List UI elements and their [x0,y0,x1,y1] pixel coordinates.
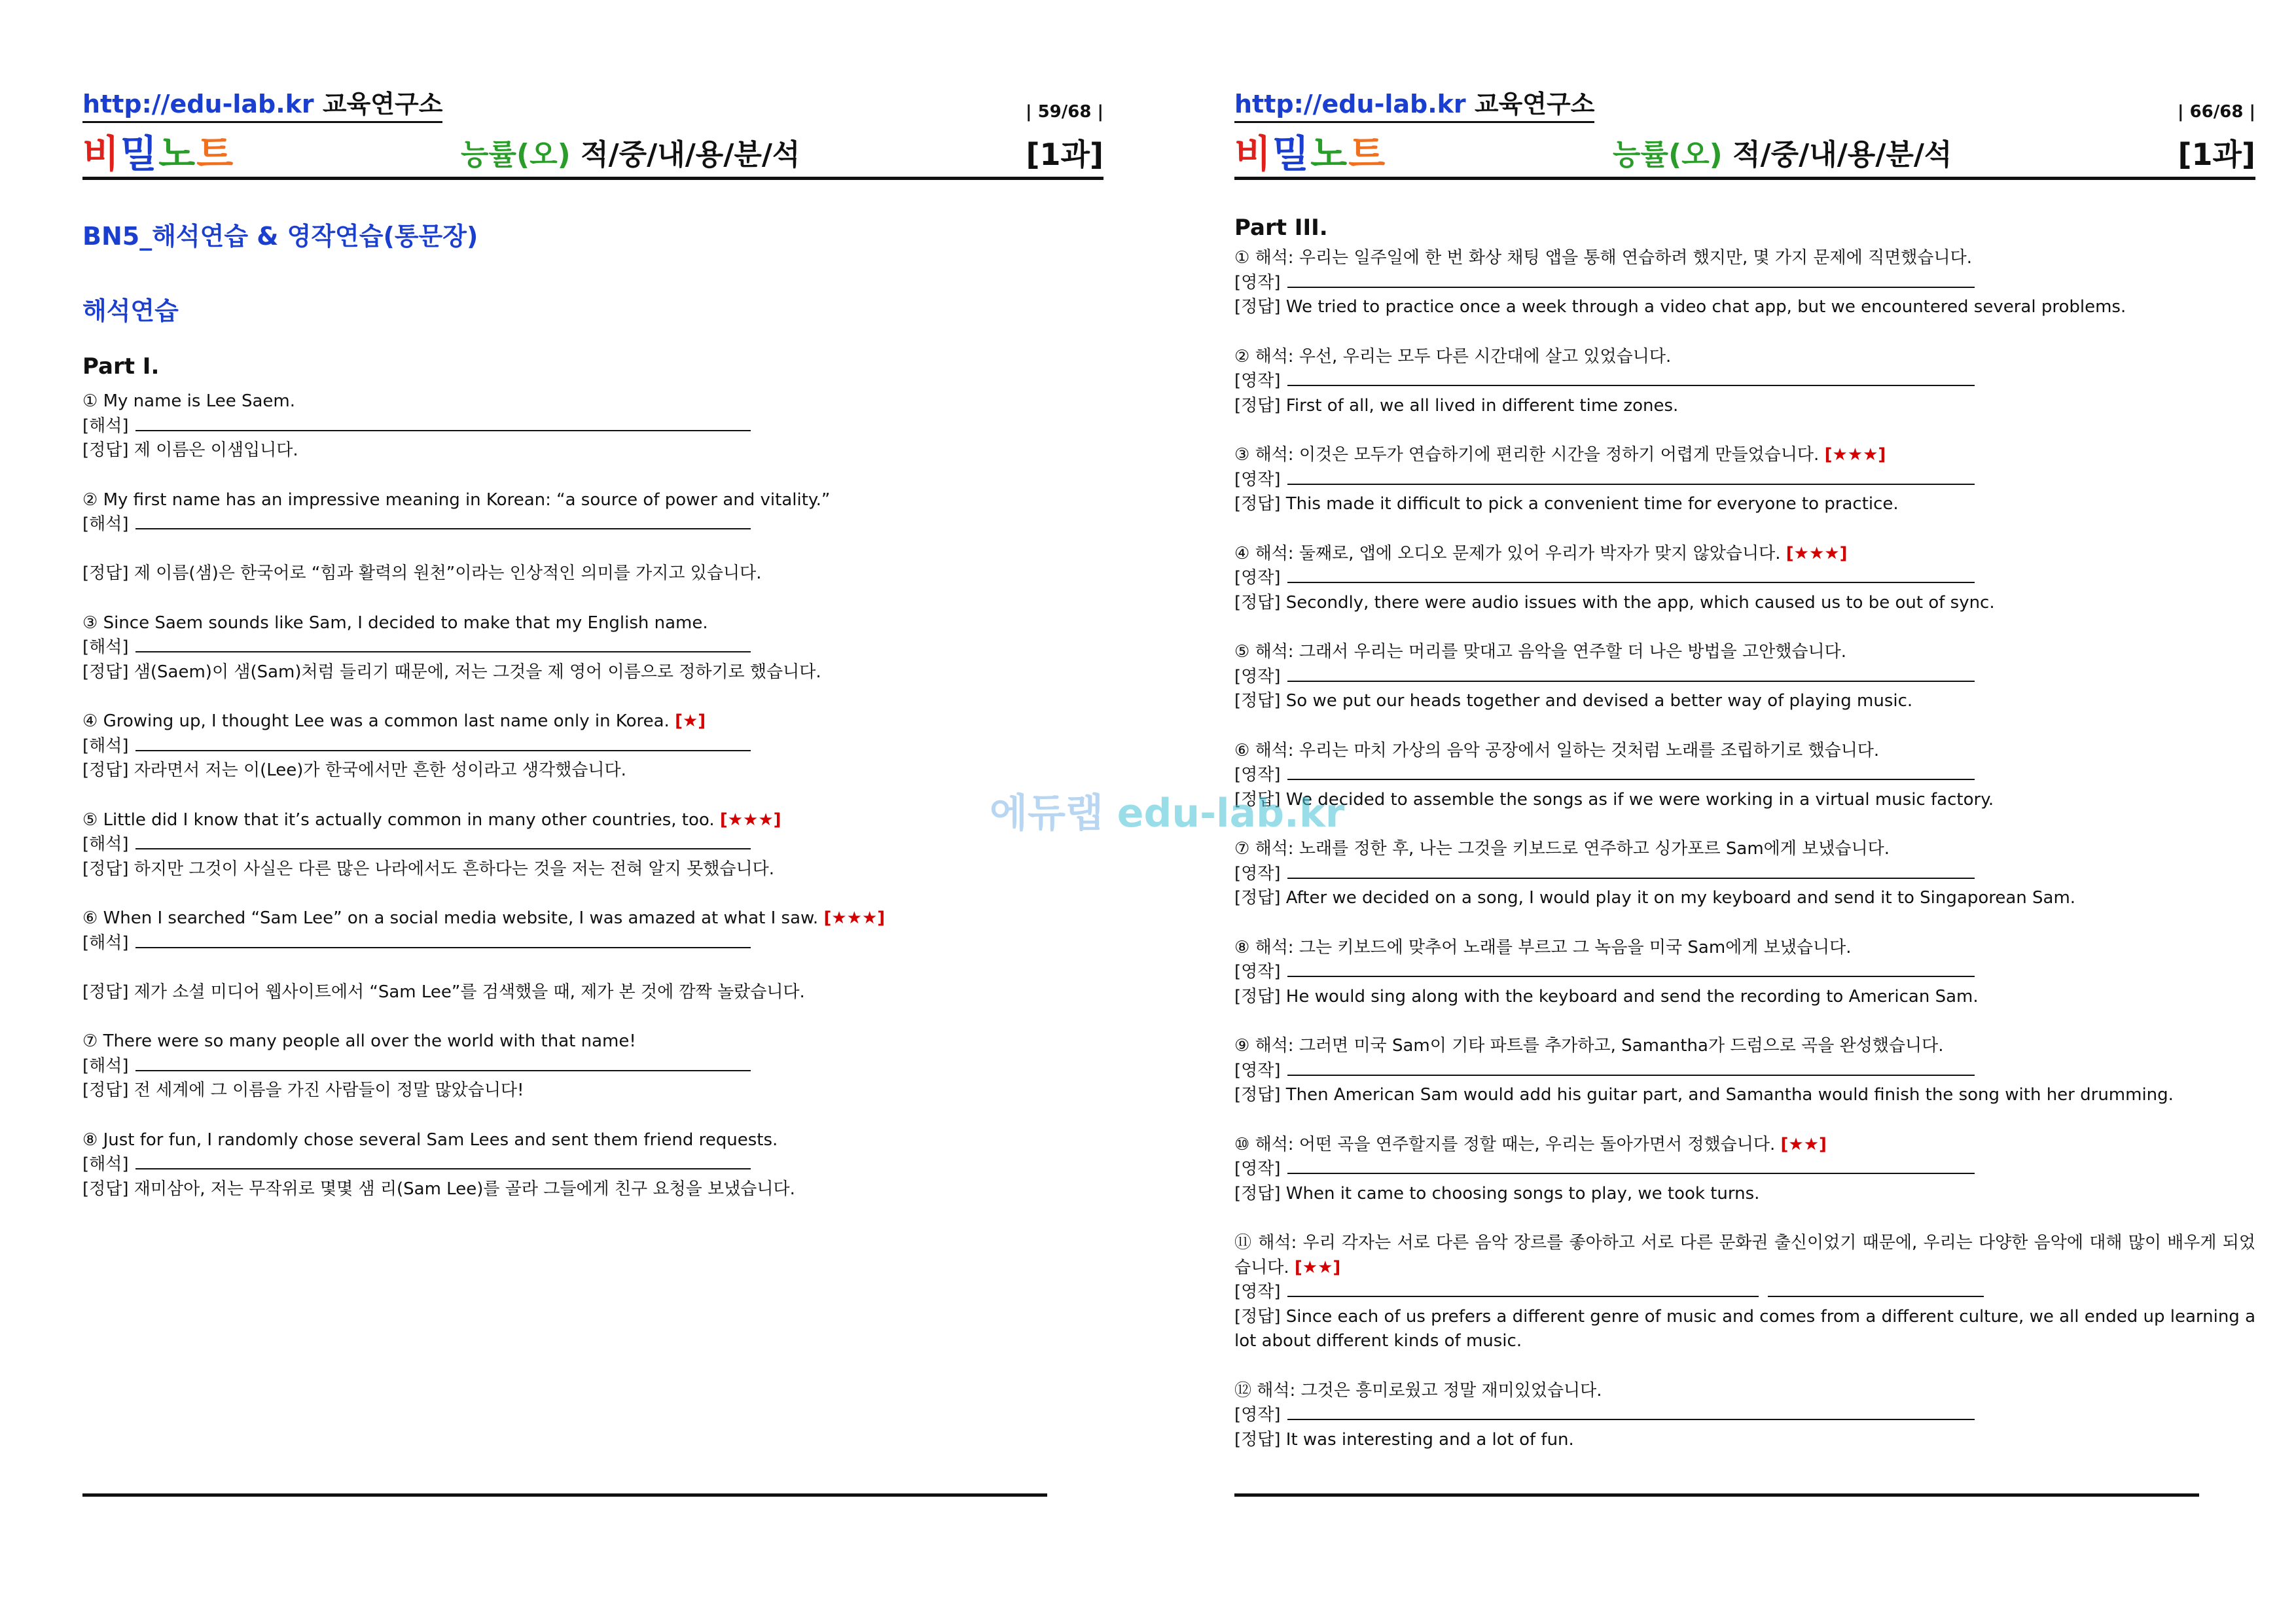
watermark [990,782,1344,838]
answer-blank-line [82,832,1103,857]
question-text: ③ 해석: 이것은 모두가 연습하기에 편리한 시간을 정하기 어렵게 만들었습니다. [1234,445,1820,465]
question-text: ⑥ 해석: 우리는 마치 가상의 음악 공장에서 일하는 것처럼 노래를 조립하기로 했습니다. [1234,740,1880,760]
blank-label: [영작] [1234,469,1281,490]
right-page [1234,0,2255,1623]
question-line [1234,246,2255,271]
institute-name: 교육연구소 [1474,90,1595,118]
answer-blank-line [82,414,1103,439]
question-line [82,906,1103,931]
answer-line: [정답] Secondly, there were audio issues with the app, which caused us to be out of sync. [1234,592,1995,613]
question-line [1234,443,2255,468]
answer-line: [정답] It was interesting and a lot of fun. [1234,1429,1574,1450]
exercise-item [1234,1034,2255,1108]
question-line [1234,837,2255,862]
question-line [1234,1034,2255,1059]
difficulty-stars: [★★] [1294,1257,1341,1277]
brand-logo [1234,123,1386,178]
brand-char: 노 [158,132,197,176]
question-text: ① 해석: 우리는 일주일에 한 번 화상 채팅 앱을 통해 연습하려 했지만, 몇 가지 문제에 직면했습니다. [1234,248,1972,268]
writing-blank[interactable] [1287,964,1975,977]
answer-line: [정답] So we put our heads together and devised a better way of playing music. [1234,691,1913,711]
question-line [1234,739,2255,764]
lesson-label: [1과] [1026,137,1103,172]
question-text: ⑧ Just for fun, I randomly chose several Sam Lees and sent them friend requests. [82,1130,778,1150]
brand-char: 노 [1310,132,1349,176]
section-title: BN5_해석연습 & 영작연습(통문장) [82,222,478,251]
worksheet-title [1613,131,1952,173]
question-text: ④ 해석: 둘째로, 앱에 오디오 문제가 있어 우리가 박자가 맞지 않았습니다. [1234,543,1781,563]
exercise-list [82,389,1103,1226]
writing-blank[interactable] [1287,472,1975,485]
question-line [82,389,1103,414]
exercise-item [1234,246,2255,320]
blank-label: [해석] [82,416,129,436]
answer-line: [정답] First of all, we all lived in different time zones. [1234,395,1679,416]
part-label: Part III. [1234,215,1328,241]
question-text: ⑦ 해석: 노래를 정한 후, 나는 그것을 키보드로 연주하고 싱가포르 Sam에게 보냈습니다. [1234,839,1890,859]
exercise-item [1234,1133,2255,1207]
difficulty-stars: [★] [675,711,706,731]
question-text: ⑤ 해석: 그래서 우리는 머리를 맞대고 음악을 연주할 더 나은 방법을 고안했습니다. [1234,642,1846,662]
site-header-link[interactable] [82,84,442,123]
question-text: ⑪ 해석: 우리 각자는 서로 다른 음악 장르를 좋아하고 서로 다른 문화권 출신이었기 때문에, 우리는 다양한 음악에 대해 많이 배우게 되었습니다. [1234,1233,2255,1277]
answer-blank-line [1234,1403,2255,1428]
answer-line: [정답] 제가 소셜 미디어 웹사이트에서 “Sam Lee”를 검색했을 때, 제가 본 것에 깜짝 놀랐습니다. [82,982,805,1002]
answer-blank-line [1234,1280,2255,1305]
difficulty-stars: [★★★] [1785,543,1848,563]
footer-divider [1234,1493,2199,1497]
watermark-korean: 에듀랩 [990,791,1103,836]
brand-char: 트 [1348,132,1387,176]
publisher-label: 능률(오) [1613,138,1723,171]
difficulty-stars: [★★★] [823,908,886,928]
question-line [1234,345,2255,370]
answer-line: [정답] He would sing along with the keyboard and send the recording to American Sam. [1234,986,1979,1007]
answer-blank-line [1234,960,2255,985]
answer-blank-line [1234,566,2255,591]
answer-line: [정답] We tried to practice once a week through a video chat app, but we encountered several problems. [1234,297,2126,317]
blank-label: [해석] [82,933,129,953]
question-text: ③ Since Saem sounds like Sam, I decided to make that my English name. [82,613,708,633]
writing-blank[interactable] [1287,767,1975,780]
writing-blank[interactable] [1287,866,1975,879]
answer-blank-line [1234,271,2255,296]
blank-label: [영작] [1234,863,1281,883]
blank-label: [해석] [82,834,129,854]
question-line [82,1029,1103,1054]
exercise-item [1234,739,2255,813]
question-line [1234,1231,2255,1280]
writing-blank[interactable] [135,639,751,652]
brand-char: 밀 [1272,132,1311,176]
page-number: | 66/68 | [2178,102,2255,122]
answer-blank-line [82,635,1103,660]
question-line [82,611,1103,636]
brand-logo [82,123,234,178]
brand-char: 비 [1234,132,1273,176]
writing-blank[interactable] [1287,570,1975,583]
answer-line: [정답] Then American Sam would add his guitar part, and Samantha would finish the song with her drumming. [1234,1085,2174,1105]
difficulty-stars: [★★★] [719,810,781,830]
brand-char: 트 [196,132,235,176]
blank-label: [영작] [1234,1282,1281,1302]
answer-line: [정답] 자라면서 저는 이(Lee)가 한국에서만 흔한 성이라고 생각했습니다. [82,760,626,780]
blank-spacer [82,955,1103,980]
blank-label: [해석] [82,1154,129,1174]
answer-blank-line [1234,1157,2255,1182]
blank-label: [해석] [82,637,129,657]
blank-label: [영작] [1234,568,1281,588]
worksheet-title [461,131,800,173]
writing-blank[interactable] [1287,275,1975,288]
exercise-item [1234,542,2255,616]
blank-label: [해석] [82,514,129,534]
exercise-item [1234,837,2255,911]
exercise-item [1234,1379,2255,1453]
exercise-item [82,1128,1103,1202]
writing-blank[interactable] [1287,669,1975,682]
institute-name: 교육연구소 [322,90,443,118]
exercise-item [82,611,1103,685]
answer-line: [정답] 하지만 그것이 사실은 다른 많은 나라에서도 흔하다는 것을 저는 전혀 알지 못했습니다. [82,859,775,879]
answer-blank-line [1234,1059,2255,1084]
exercise-item [1234,640,2255,714]
site-header-link[interactable] [1234,84,1594,123]
writing-blank[interactable] [135,935,751,948]
writing-blank[interactable] [135,418,751,431]
answer-blank-line [1234,862,2255,887]
answer-blank-line [82,931,1103,956]
answer-line: [정답] After we decided on a song, I would play it on my keyboard and send it to Singaporean Sam. [1234,888,2076,908]
blank-label: [영작] [1234,272,1281,293]
question-text: ④ Growing up, I thought Lee was a common last name only in Korea. [82,711,670,731]
question-text: ⑩ 해석: 어떤 곡을 연주할지를 정할 때는, 우리는 돌아가면서 정했습니다. [1234,1134,1776,1154]
answer-blank-line [82,512,1103,537]
lesson-label: [1과] [2178,137,2255,172]
answer-blank-line [1234,468,2255,493]
answer-line: [정답] This made it difficult to pick a convenient time for everyone to practice. [1234,494,1899,514]
answer-line: [정답] 제 이름은 이샘입니다. [82,440,298,460]
difficulty-stars: [★★★] [1824,445,1886,465]
question-line [1234,1133,2255,1158]
question-text: ⑤ Little did I know that it’s actually common in many other countries, too. [82,810,715,830]
question-text: ⑨ 해석: 그러면 미국 Sam이 기타 파트를 추가하고, Samantha가 드럼으로 곡을 완성했습니다. [1234,1036,1944,1056]
footer-divider [82,1493,1047,1497]
title-text: 적/중/내/용/분/석 [581,138,800,171]
question-text: ⑫ 해석: 그것은 흥미로웠고 정말 재미있었습니다. [1234,1380,1602,1400]
question-line [1234,542,2255,567]
writing-blank[interactable] [1287,1063,1975,1076]
blank-label: [영작] [1234,1159,1281,1179]
blank-label: [해석] [82,736,129,756]
section-subtitle: 해석연습 [82,296,179,325]
page-number: | 59/68 | [1026,102,1103,122]
question-text: ② 해석: 우선, 우리는 모두 다른 시간대에 살고 있었습니다. [1234,346,1672,366]
blank-label: [영작] [1234,1060,1281,1080]
exercise-item [1234,443,2255,517]
exercise-item [1234,345,2255,419]
blank-spacer [82,537,1103,562]
writing-blank[interactable] [135,516,751,529]
answer-line: [정답] 제 이름(샘)은 한국어로 “힘과 활력의 원천”이라는 인상적인 의미를 가지고 있습니다. [82,563,762,583]
exercise-list [1234,246,2255,1477]
site-url[interactable]: http://edu-lab.kr [82,90,314,118]
question-line [82,488,1103,513]
blank-label: [영작] [1234,666,1281,687]
answer-line: [정답] 재미삼아, 저는 무작위로 몇몇 샘 리(Sam Lee)를 골라 그들에게 친구 요청을 보냈습니다. [82,1179,795,1199]
writing-blank[interactable] [1768,1284,1984,1297]
writing-blank[interactable] [1287,373,1975,386]
title-text: 적/중/내/용/분/석 [1732,138,1952,171]
blank-label: [영작] [1234,1405,1281,1425]
writing-blank[interactable] [135,1058,751,1071]
left-page [82,0,1103,1623]
answer-blank-line [82,1054,1103,1079]
answer-line: [정답] We decided to assemble the songs as if we were working in a virtual music factory. [1234,789,1994,810]
answer-line: [정답] 샘(Saem)이 샘(Sam)처럼 들리기 때문에, 저는 그것을 제 영어 이름으로 정하기로 했습니다. [82,662,821,682]
header-divider [82,177,1103,180]
answer-blank-line [1234,665,2255,690]
brand-char: 밀 [120,132,159,176]
exercise-item [1234,1231,2255,1354]
question-line [82,709,1103,734]
blank-label: [영작] [1234,371,1281,391]
exercise-item [82,906,1103,1005]
question-line [82,1128,1103,1153]
writing-blank[interactable] [1287,1161,1975,1174]
question-line [1234,936,2255,961]
site-url[interactable]: http://edu-lab.kr [1234,90,1466,118]
exercise-item [82,808,1103,882]
watermark-latin: edu-lab.kr [1117,791,1345,836]
exercise-item [82,389,1103,463]
question-text: ⑧ 해석: 그는 키보드에 맞추어 노래를 부르고 그 녹음을 미국 Sam에게 보냈습니다. [1234,937,1852,957]
question-line [1234,1379,2255,1404]
answer-line: [정답] When it came to choosing songs to play, we took turns. [1234,1183,1760,1204]
answer-line: [정답] Since each of us prefers a different genre of music and comes from a different culture, we all ended up learning a lot about different kinds of music. [1234,1306,2256,1351]
answer-blank-line [1234,763,2255,788]
brand-char: 비 [82,132,121,176]
answer-blank-line [82,1152,1103,1177]
writing-blank[interactable] [135,1156,751,1169]
exercise-item [1234,936,2255,1010]
question-line [82,808,1103,833]
blank-label: [해석] [82,1056,129,1076]
answer-line: [정답] 전 세계에 그 이름을 가진 사람들이 정말 많았습니다! [82,1080,524,1100]
exercise-item [82,488,1103,586]
question-line [1234,640,2255,665]
blank-label: [영작] [1234,765,1281,785]
writing-blank[interactable] [1287,1284,1759,1297]
writing-blank[interactable] [135,738,751,751]
question-text: ② My first name has an impressive meaning in Korean: “a source of power and vitality.” [82,490,831,510]
question-text: ⑥ When I searched “Sam Lee” on a social media website, I was amazed at what I saw. [82,908,819,928]
answer-blank-line [82,734,1103,759]
header-divider [1234,177,2255,180]
exercise-item [82,709,1103,783]
publisher-label: 능률(오) [461,138,571,171]
answer-blank-line [1234,369,2255,394]
writing-blank[interactable] [135,836,751,849]
exercise-item [82,1029,1103,1103]
question-text: ⑦ There were so many people all over the world with that name! [82,1031,636,1051]
blank-label: [영작] [1234,962,1281,982]
difficulty-stars: [★★] [1780,1134,1827,1154]
writing-blank[interactable] [1287,1407,1975,1420]
part-label: Part I. [82,353,160,380]
question-text: ① My name is Lee Saem. [82,391,295,411]
